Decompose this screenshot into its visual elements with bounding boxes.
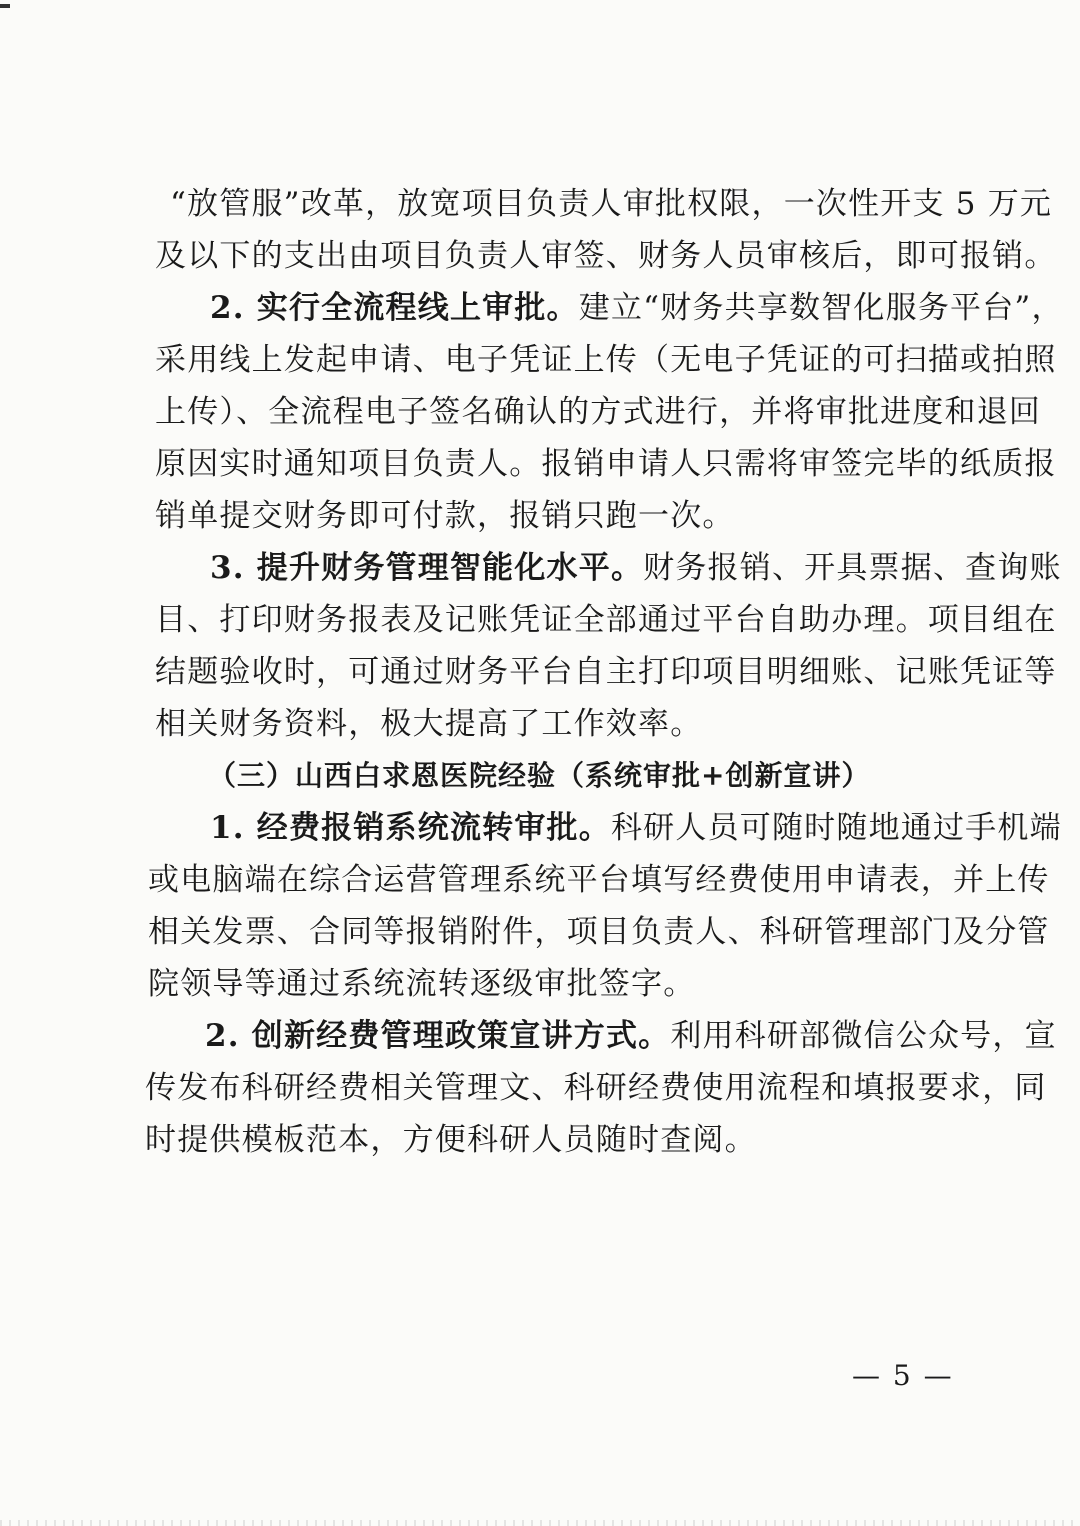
item-title: 2. 创新经费管理政策宣讲方式。	[205, 1018, 671, 1054]
line-text: 上传）、全流程电子签名确认的方式进行，并将审批进度和退回	[155, 394, 1042, 430]
line-text: “放管服”改革，放宽项目负责人审批权限，一次性开支 5 万元	[170, 186, 1053, 222]
line-text: 建立“财务共享数智化服务平台”，	[578, 290, 1064, 326]
item-s3-1-line-4	[148, 964, 695, 1004]
item-s3-1-line-1	[210, 808, 1062, 848]
item-title: 1. 经费报销系统流转审批。	[210, 810, 611, 846]
paragraph-line-1	[170, 184, 1052, 224]
item-title: 3. 提升财务管理智能化水平。	[210, 550, 644, 586]
item-3-line-1	[210, 548, 1062, 588]
scan-artifact-strip	[0, 1520, 1080, 1526]
paragraph-line-2	[155, 236, 1057, 276]
item-title: 2. 实行全流程线上审批。	[210, 290, 579, 326]
heading-text: （三）山西白求恩医院经验（系统审批+创新宣讲）	[208, 759, 871, 792]
line-text: 或电脑端在综合运营管理系统平台填写经费使用申请表，并上传	[148, 862, 1050, 898]
item-2-line-2	[155, 340, 1057, 380]
item-s3-2-line-3	[145, 1120, 757, 1160]
section-heading	[208, 756, 870, 796]
page-number: — 5 —	[852, 1359, 954, 1392]
line-text: 目、打印财务报表及记账凭证全部通过平台自助办理。项目组在	[155, 602, 1057, 638]
line-text: 传发布科研经费相关管理文、科研经费使用流程和填报要求，同	[145, 1070, 1047, 1106]
item-s3-1-line-2	[148, 860, 1050, 900]
line-text: 财务报销、开具票据、查询账	[643, 550, 1062, 586]
line-text: 时提供模板范本，方便科研人员随时查阅。	[145, 1122, 757, 1158]
line-text: 原因实时通知项目负责人。报销申请人只需将审签完毕的纸质报	[155, 446, 1057, 482]
item-s3-2-line-1	[205, 1016, 1057, 1056]
item-3-line-3	[155, 652, 1057, 692]
item-3-line-4	[155, 704, 702, 744]
item-2-line-3	[155, 392, 1041, 432]
item-2-line-4	[155, 444, 1057, 484]
item-2-line-1	[210, 288, 1064, 328]
item-s3-1-line-3	[148, 912, 1050, 952]
line-text: 科研人员可随时随地通过手机端	[610, 810, 1062, 846]
line-text: 销单提交财务即可付款，报销只跑一次。	[155, 498, 735, 534]
line-text: 结题验收时，可通过财务平台自主打印项目明细账、记账凭证等	[155, 654, 1057, 690]
item-s3-2-line-2	[145, 1068, 1047, 1108]
line-text: 利用科研部微信公众号，宣	[670, 1018, 1057, 1054]
item-2-line-5	[155, 496, 735, 536]
item-3-line-2	[155, 600, 1057, 640]
line-text: 采用线上发起申请、电子凭证上传（无电子凭证的可扫描或拍照	[155, 342, 1057, 378]
line-text: 相关发票、合同等报销附件，项目负责人、科研管理部门及分管	[148, 914, 1050, 950]
line-text: 及以下的支出由项目负责人审签、财务人员审核后，即可报销。	[155, 238, 1057, 274]
line-text: 相关财务资料，极大提高了工作效率。	[155, 706, 703, 742]
line-text: 院领导等通过系统流转逐级审批签字。	[148, 966, 696, 1002]
scan-edge-mark	[0, 4, 10, 8]
